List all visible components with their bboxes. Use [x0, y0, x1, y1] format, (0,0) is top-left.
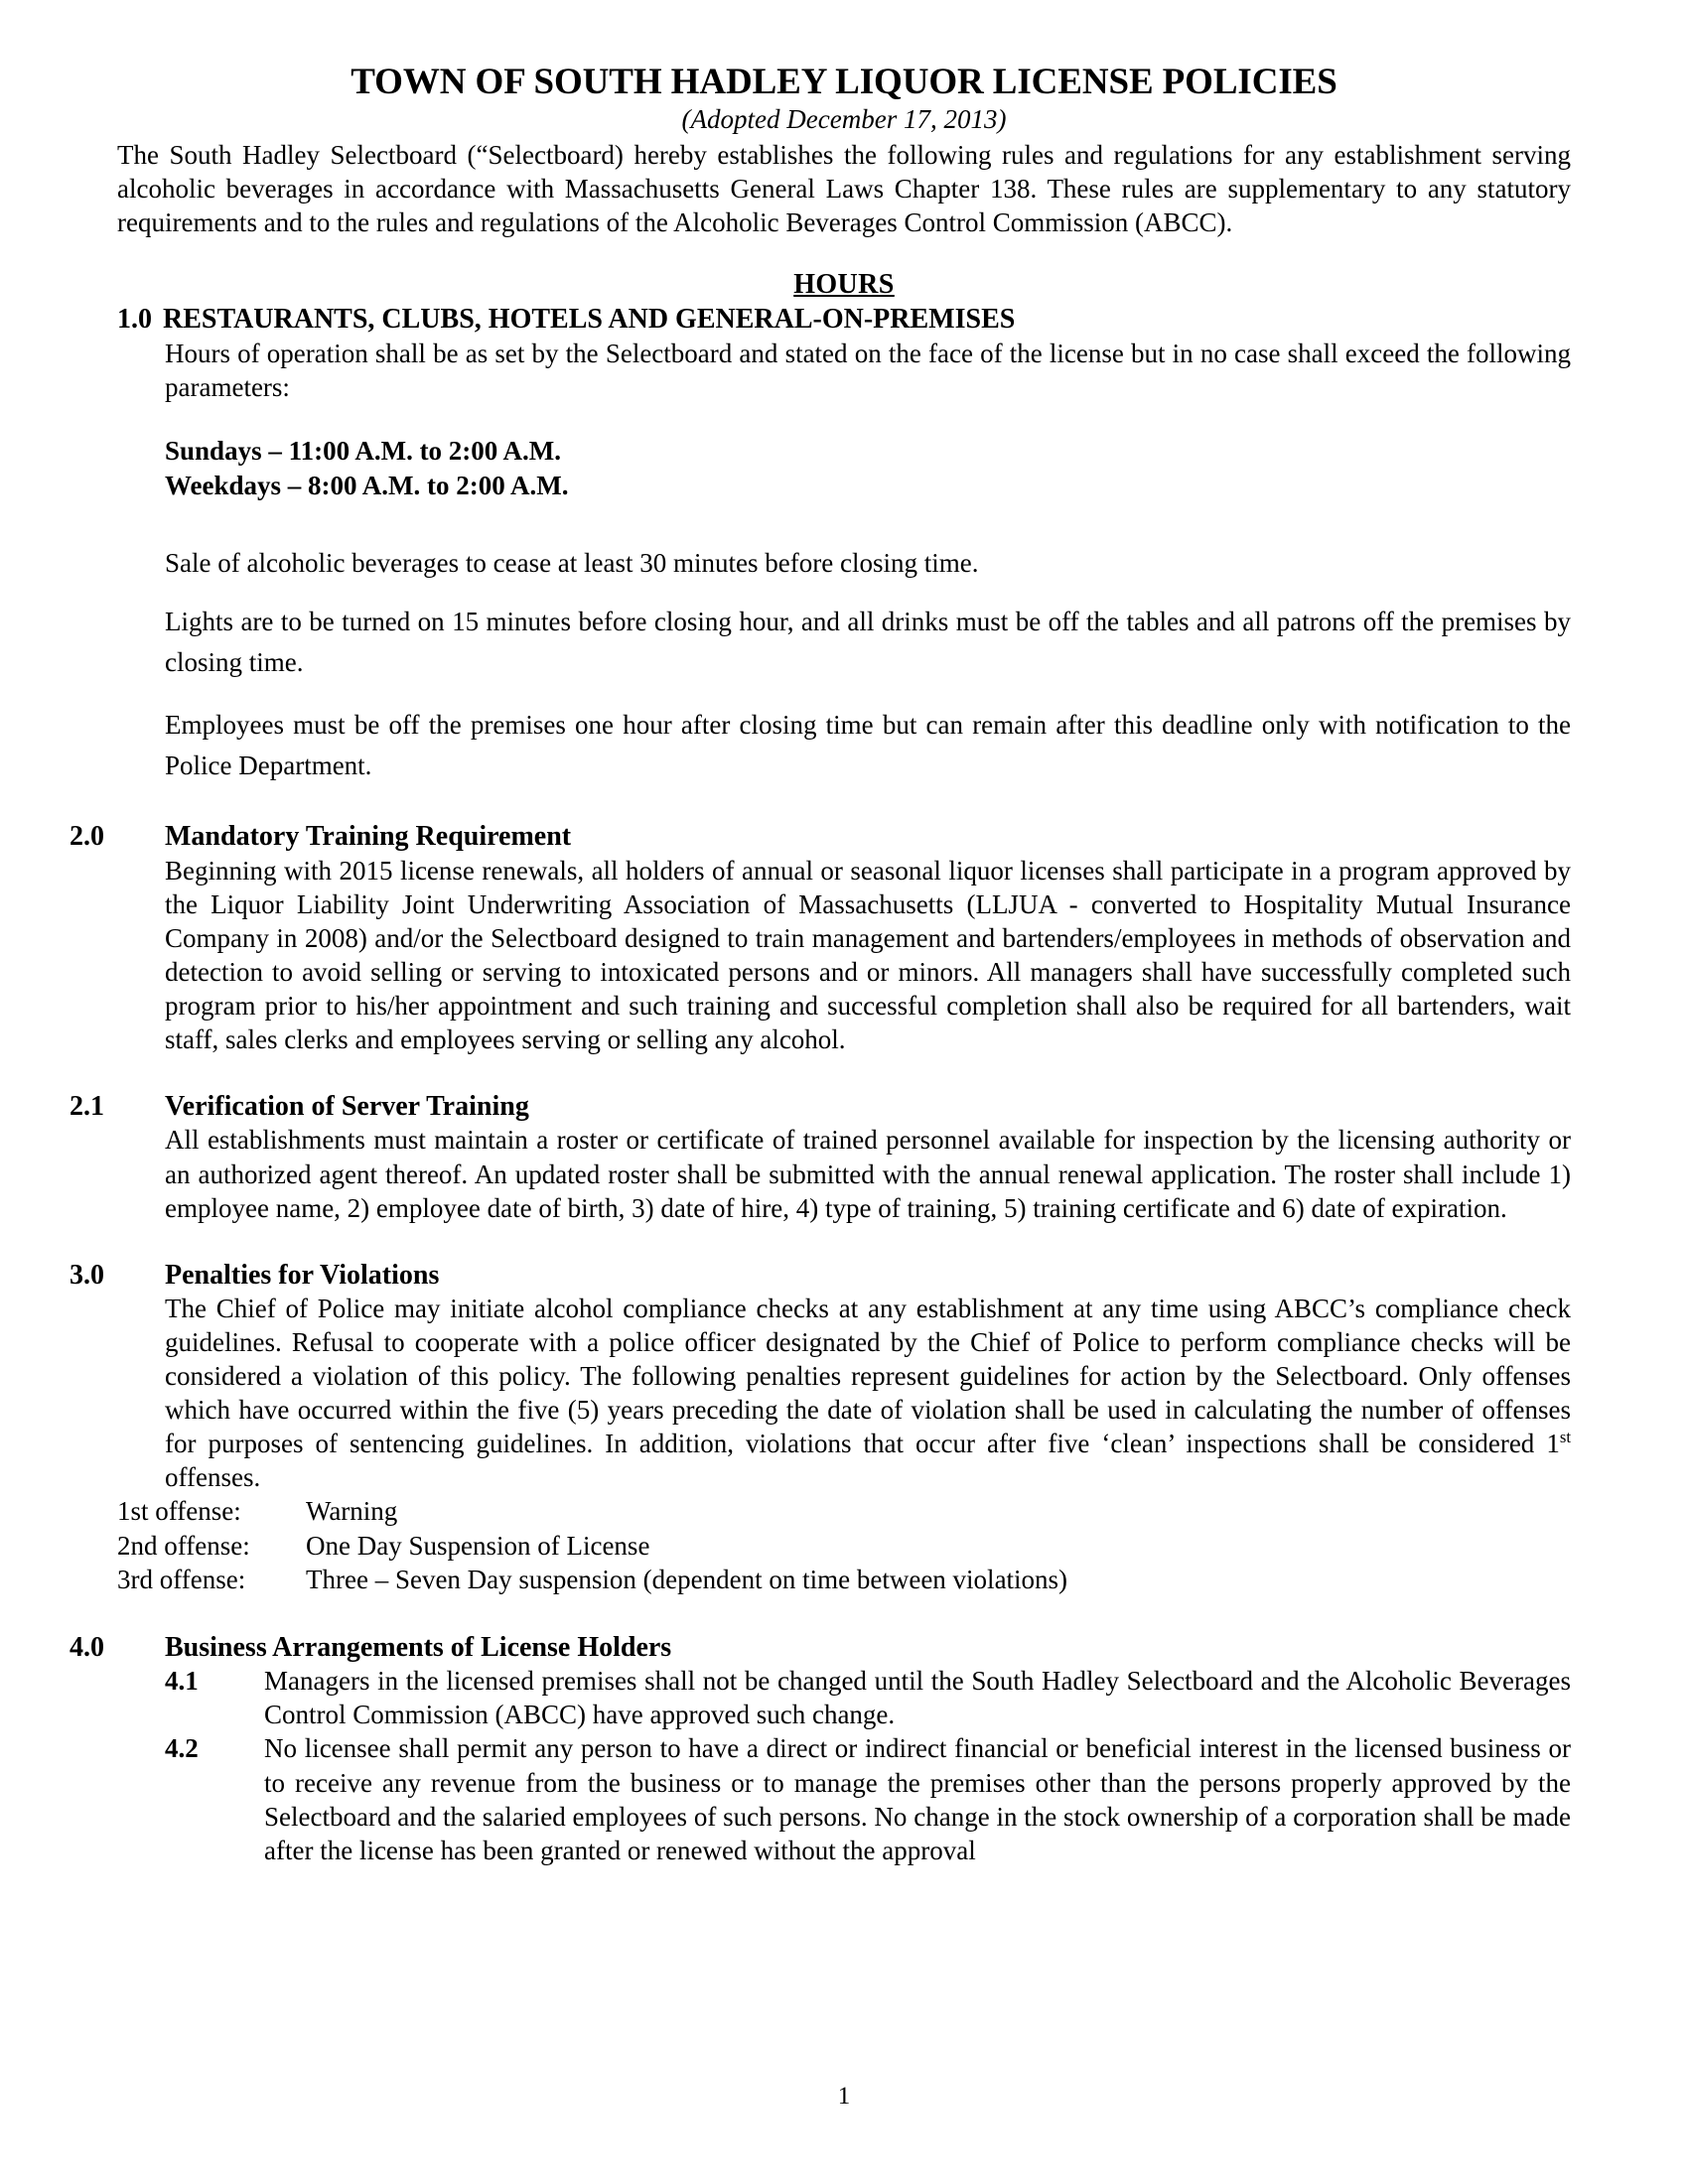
section-4-1-number: 4.1: [165, 1666, 199, 1697]
section-4-0-number: 4.0: [70, 1631, 104, 1663]
section-3-0-title: Penalties for Violations: [165, 1259, 440, 1291]
section-3-0-number: 3.0: [70, 1259, 104, 1291]
page-number: 1: [837, 2083, 851, 2110]
section-2-1-number: 2.1: [70, 1090, 104, 1122]
offense-penalty: Three – Seven Day suspension (dependent on time between violations): [306, 1565, 1068, 1595]
section-2-0-body: Beginning with 2015 license renewals, all holders of annual or seasonal liquor licenses shall participate in a program approved by the Liquor Liability Joint Underwriting Association of Massachusetts (LLJUA - converted to Hospitality Mutual Insurance Company in 2008) and/or the Selectboard designed to train management and bartenders/employees in methods of observation and detection to avoid selling or serving to intoxicated persons and or minors. All managers shall have successfully completed such program prior to his/her appointment and such training and successful completion shall also be required for all bartenders, wait staff, sales clerks and employees serving or selling any alcohol.: [165, 855, 1571, 1054]
offense-penalty: One Day Suspension of License: [306, 1530, 650, 1561]
offense-penalty: Warning: [306, 1496, 398, 1527]
section-3-0-body: [117, 1292, 1571, 1494]
section-1-0-number: 1.0: [117, 304, 152, 336]
section-4-0-heading: [70, 1631, 1571, 1665]
table-row: [117, 1494, 1067, 1529]
section-3-0-body-text: The Chief of Police may initiate alcohol compliance checks at any establishment at any time using ABCC’s compliance check guidelines. Refusal to cooperate with a police officer designated by the Chief of Police to perform compliance checks will be considered a violation of this policy. The following penalties represent guidelines for action by the Selectboard. Only offenses which have occurred within the five (5) years preceding the date of violation shall be used in calculating the number of offenses for purposes of sentencing guidelines. In addition, violations that occur after five ‘clean’ inspections shall be considered 1: [165, 1294, 1571, 1459]
section-4-1-item: [117, 1664, 1571, 1731]
section-4-2-number: 4.2: [165, 1733, 199, 1764]
intro-paragraph: The South Hadley Selectboard (“Selectboard) hereby establishes the following rules and regulations for any establishment serving alcoholic beverages in accordance with Massachusetts General Laws Chapter 138. These rules are supplementary to any statutory requirements and to the rules and regulations of the Alcoholic Beverages Control Commission (ABCC).: [117, 140, 1571, 238]
spacer: [117, 580, 1571, 602]
section-2-1-heading: [70, 1090, 1571, 1124]
spacer: [117, 1056, 1571, 1090]
penalty-schedule-table: [117, 1494, 1067, 1597]
section-2-1-body: All establishments must maintain a roster or certificate of trained personnel available for inspection by the licensing authority or an authorized agent thereof. An updated roster shall be submitted with the annual renewal application. The roster shall include 1) employee name, 2) employee date of birth, 3) date of hire, 4) type of training, 5) training certificate and 6) date of expiration.: [165, 1125, 1571, 1223]
section-4-2-text: No licensee shall permit any person to have a direct or indirect financial or beneficial interest in the licensed business or to receive any revenue from the business or to manage the premises other than the persons properly approved by the Selectboard and the salaried employees of such persons. No change in the stock ownership of a corporation shall be made after the license has been granted or renewed without the approval: [264, 1733, 1571, 1865]
sundays-hours: Sundays – 11:00 A.M. to 2:00 A.M.: [165, 435, 562, 466]
section-1-0-body: Hours of operation shall be as set by the Selectboard and stated on the face of the license but in no case shall exceed the following parameters:: [165, 338, 1571, 402]
employees-paragraph: Employees must be off the premises one hour after closing time but can remain after this deadline only with notification to the Police Department.: [165, 710, 1571, 781]
page-title: TOWN OF SOUTH HADLEY LIQUOR LICENSE POLICIES: [351, 62, 1337, 102]
offense-label: 1st offense:: [117, 1496, 241, 1527]
table-row: [117, 1563, 1067, 1597]
hours-section-heading: HOURS: [793, 269, 895, 301]
section-4-2-item: [117, 1731, 1571, 1866]
offense-label: 3rd offense:: [117, 1565, 246, 1595]
spacer: [117, 683, 1571, 705]
lights-paragraph: Lights are to be turned on 15 minutes before closing hour, and all drinks must be off the tables and all patrons off the premises by closing time.: [165, 607, 1571, 678]
section-4-1-text: Managers in the licensed premises shall not be changed until the South Hadley Selectboard and the Alcoholic Beverages Control Commission (ABCC) have approved such change.: [264, 1666, 1571, 1730]
spacer: [117, 1225, 1571, 1259]
section-3-0-body-tail: offenses.: [165, 1462, 261, 1493]
ordinal-superscript: st: [1559, 1428, 1571, 1447]
section-2-0-number: 2.0: [70, 821, 104, 853]
sale-cease-paragraph: Sale of alcoholic beverages to cease at least 30 minutes before closing time.: [165, 548, 979, 579]
adoption-date-subtitle: (Adopted December 17, 2013): [681, 104, 1007, 135]
section-2-1-title: Verification of Server Training: [165, 1090, 529, 1122]
weekdays-hours: Weekdays – 8:00 A.M. to 2:00 A.M.: [165, 470, 569, 500]
section-2-0-heading: [70, 820, 1571, 854]
section-2-0-title: Mandatory Training Requirement: [165, 821, 572, 853]
table-row: [117, 1529, 1067, 1564]
spacer: [117, 1597, 1571, 1631]
spacer: [117, 786, 1571, 820]
offense-label: 2nd offense:: [117, 1530, 250, 1561]
section-1-0-heading: [117, 303, 1571, 337]
section-4-0-title: Business Arrangements of License Holders: [165, 1631, 672, 1663]
section-1-0-title: RESTAURANTS, CLUBS, HOTELS AND GENERAL-ON-PREMISES: [163, 304, 1016, 336]
section-3-0-heading: [70, 1259, 1571, 1293]
spacer: [117, 404, 1571, 434]
spacer: [117, 502, 1571, 546]
